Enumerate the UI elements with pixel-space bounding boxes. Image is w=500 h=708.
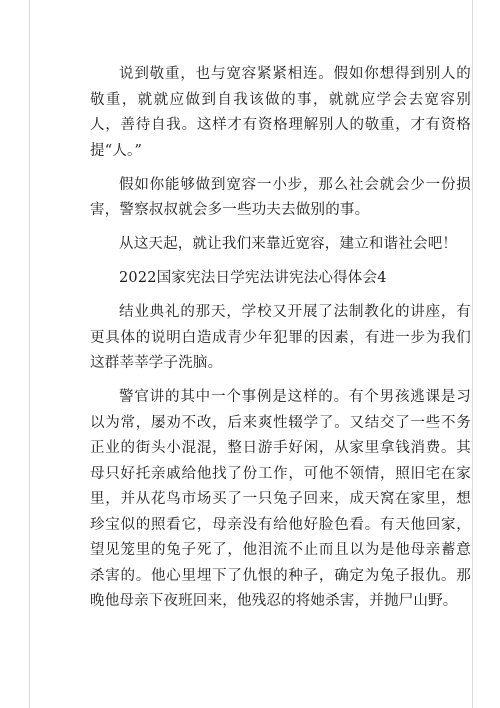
paragraph-harmonious-society: 从这天起，就让我们来靠近宽容，建立和谐社会吧！ bbox=[119, 236, 458, 252]
paragraph-legal-lecture: 结业典礼的那天，学校又开展了法制教化的讲座，有更具体的说明白造成青少年犯罪的因素，有进一步为我们这群莘莘学子洗脑。 bbox=[90, 304, 471, 371]
paragraph-case-example: 警官讲的其中一个事例是这样的。有个男孩逃课是习以为常，屡劝不改，后来爽性辍学了。又结交了一些不务正业的街头小混混，整日游手好闲，从家里拿钱消费。其母只好托亲戚给他找了份工作，可他不领情，照旧宅在家里，并从花鸟市场买了一只兔子回来，成天窝在家里，想珍宝似的照看它，母亲没有给他好脸色看。有天他回家，望见笼里的兔子死了，他泪流不止而且以为是他母亲蓄意杀害的。他心里埋下了仇恨的种子，确定为兔子报仇。那晚他母亲下夜班回来，他残忍的将她杀害，并抛尸山野。 bbox=[90, 389, 471, 609]
section-heading: 2022国家宪法日学宪法讲宪法心得体会4 bbox=[119, 270, 387, 286]
paragraph-respect-tolerance: 说到敬重，也与宽容紧紧相连。假如你想得到别人的敬重，就就应做到自我该做的事，就就应学会去宽容别人，善待自我。这样才有资格理解别人的敬重，才有资格提“人。” bbox=[90, 66, 471, 159]
document-page bbox=[29, 0, 473, 708]
document-body bbox=[90, 62, 471, 623]
paragraph-tolerance-step: 假如你能够做到宽容一小步，那么社会就会少一份损害，警察叔叔就会多一些功夫去做别的事。 bbox=[90, 176, 471, 218]
